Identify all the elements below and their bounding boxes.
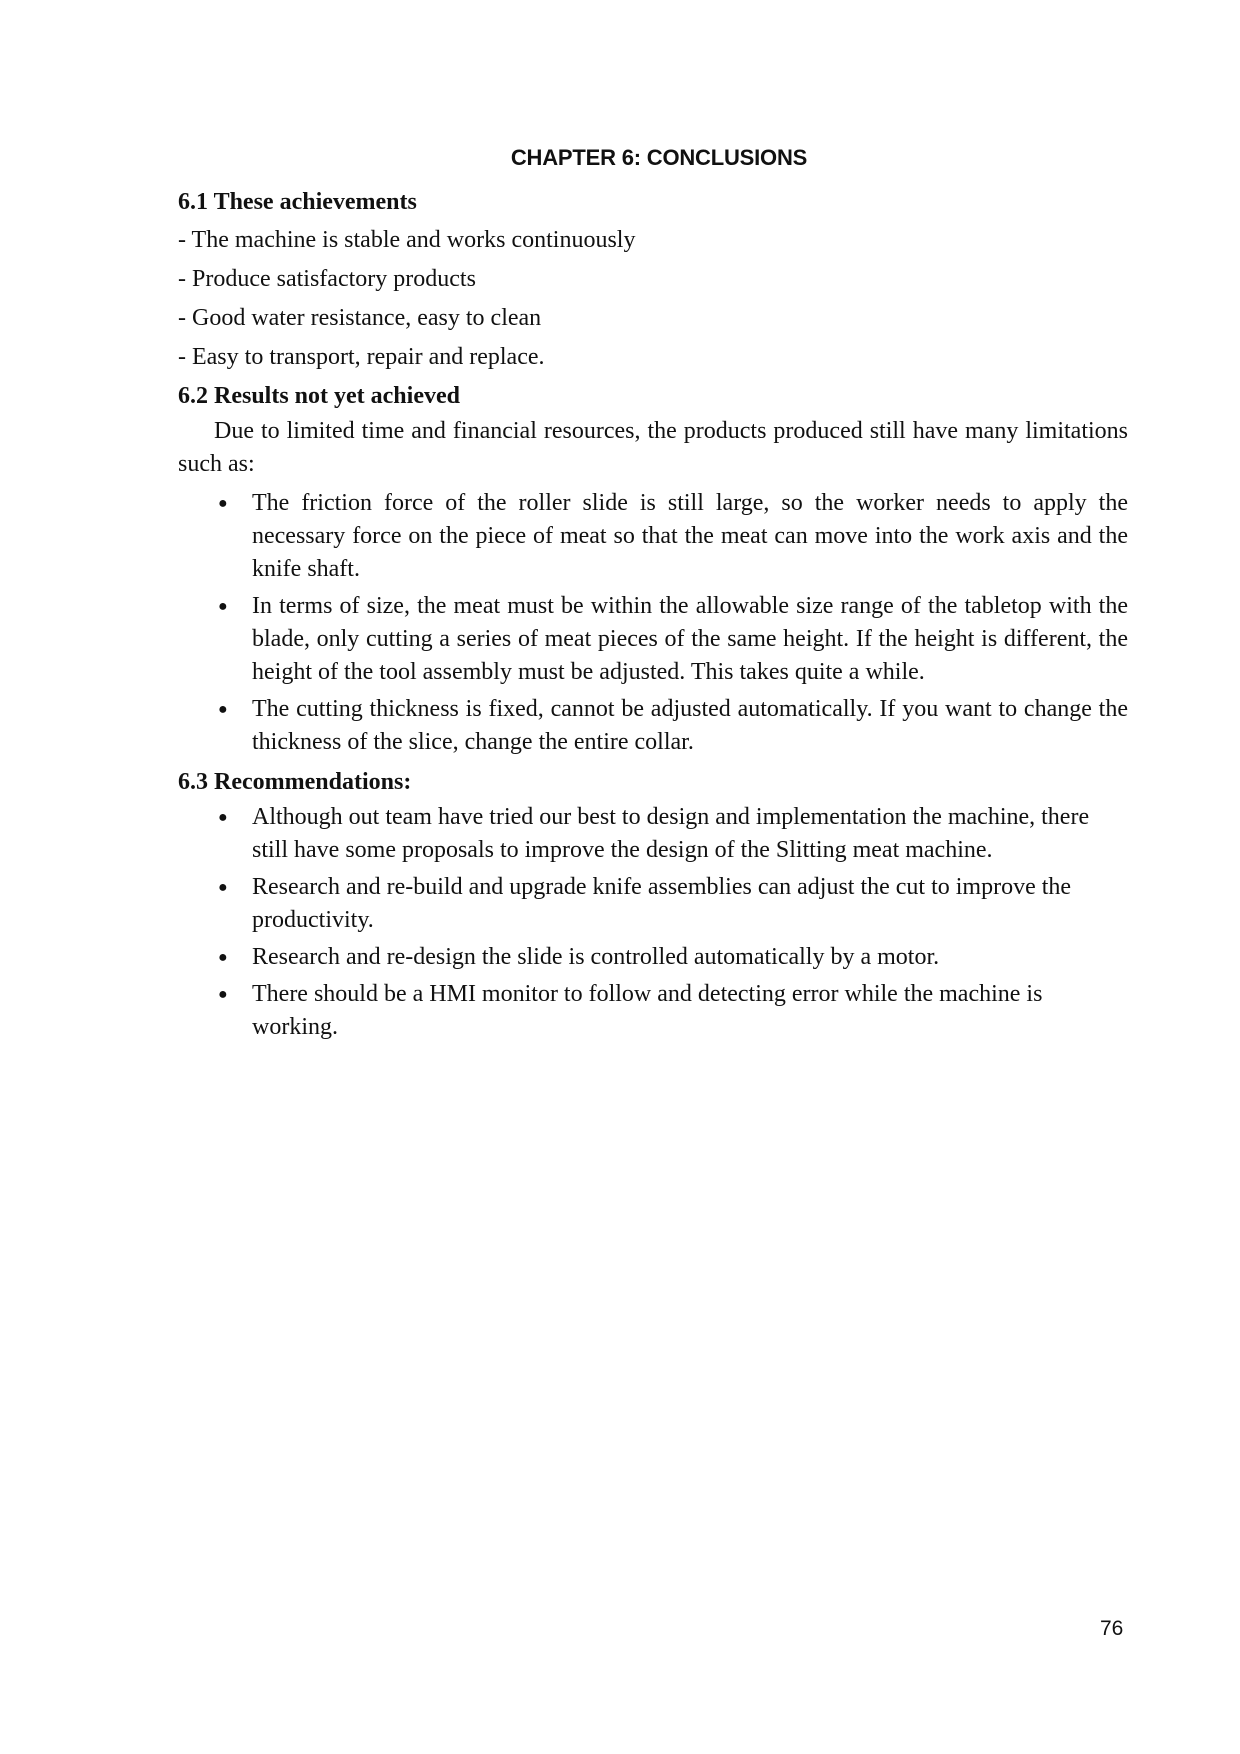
list-item (178, 801, 1128, 867)
list-item (178, 871, 1128, 937)
page-content (178, 145, 1128, 1048)
chapter-title: CHAPTER 6: CONCLUSIONS (510, 145, 808, 170)
list-item-text: Although out team have tried our best to design and implementation the machine, there still have some proposals to improve the design of the Slitting meat machine. (252, 804, 1090, 863)
bullet-icon: ● (218, 879, 228, 896)
achievement-item: - Produce satisfactory products (178, 266, 476, 292)
section-not-achieved (178, 377, 1128, 759)
list-item-text: The friction force of the roller slide is still large, so the worker needs to apply the necessary force on the piece of meat so that the meat can move into the work axis and the knife shaft. (252, 490, 1128, 582)
list-item (178, 941, 1128, 974)
list-item-text: There should be a HMI monitor to follow and detecting error while the machine is working. (252, 981, 1043, 1040)
list-item-text: Research and re-design the slide is controlled automatically by a motor. (252, 944, 940, 970)
bullet-icon: ● (218, 598, 228, 615)
section-recommendations (178, 763, 1128, 1044)
bullet-icon: ● (218, 701, 228, 718)
bullet-icon: ● (218, 986, 228, 1003)
achievement-item: - The machine is stable and works continuously (178, 227, 636, 253)
recommendations-list (178, 801, 1128, 1044)
achievement-item: - Good water resistance, easy to clean (178, 305, 542, 331)
bullet-icon: ● (218, 809, 228, 826)
section-heading-not-achieved: 6.2 Results not yet achieved (178, 383, 460, 409)
list-item (178, 693, 1128, 759)
list-item-text: In terms of size, the meat must be within the allowable size range of the tabletop with the blade, only cutting a series of meat pieces of the same height. If the height is different, the height of the tool assembly must be adjusted. This takes quite a while. (252, 593, 1128, 685)
bullet-icon: ● (218, 949, 228, 966)
list-item-text: The cutting thickness is fixed, cannot be adjusted automatically. If you want to change the thickness of the slice, change the entire collar. (252, 696, 1128, 755)
section-intro-paragraph: Due to limited time and financial resources, the products produced still have many limitations such as: (178, 418, 1128, 477)
list-item (178, 487, 1128, 586)
list-item (178, 590, 1128, 689)
section-heading-recommendations: 6.3 Recommendations: (178, 769, 412, 795)
section-achievements (178, 183, 1128, 377)
achievement-item: - Easy to transport, repair and replace. (178, 344, 545, 370)
limitations-list (178, 487, 1128, 759)
section-heading-achievements: 6.1 These achievements (178, 189, 417, 215)
list-item (178, 978, 1128, 1044)
page-number: 76 (1100, 1617, 1124, 1640)
bullet-icon: ● (218, 495, 228, 512)
list-item-text: Research and re-build and upgrade knife assemblies can adjust the cut to improve the productivity. (252, 874, 1072, 933)
